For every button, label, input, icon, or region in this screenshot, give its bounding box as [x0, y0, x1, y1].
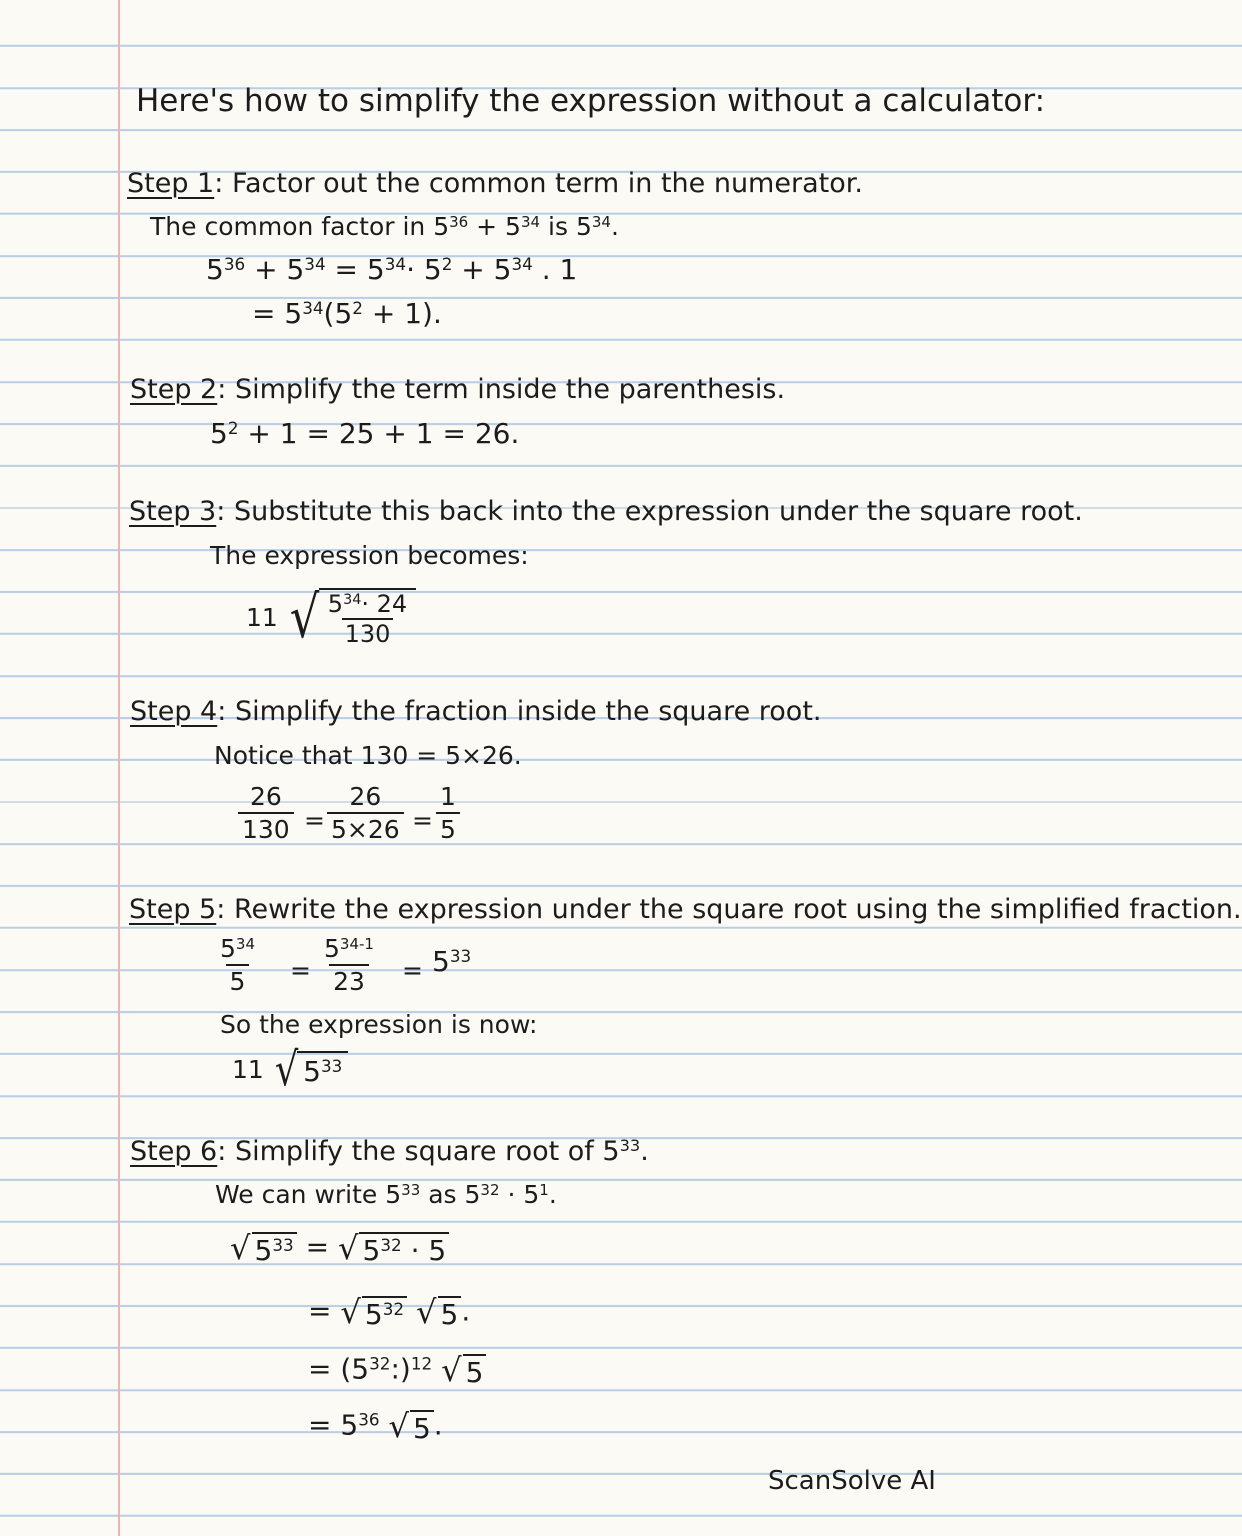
step-3-radical-expression: [246, 583, 416, 651]
step-1-line-a-post: is: [548, 212, 568, 241]
step-3-coefficient: 11: [246, 602, 278, 632]
fraction-denominator: 5: [226, 964, 250, 994]
fraction-denominator: 5: [436, 812, 460, 842]
step-6-line-1-rhs: $5^{32} \cdot 5$: [359, 1232, 449, 1265]
step-6-title: Simplify the square root of: [234, 1136, 594, 1167]
step-3-label: Step 3: [129, 496, 217, 527]
intro-heading: Here's how to simplify the expression without a calculator:: [136, 83, 1046, 119]
step-6-line-2: = √ $5^{32}$ √ 5 .: [308, 1293, 471, 1331]
step-5-result: $5^{33}$: [432, 945, 472, 978]
step-5-coefficient: 11: [232, 1054, 264, 1084]
fraction-numerator: 1: [440, 782, 456, 811]
fraction-numerator: $5^{34}$: [220, 934, 255, 963]
step-1-title: Factor out the common term in the numerator.: [231, 168, 863, 199]
step-4-fraction-1: [238, 784, 294, 842]
step-6-line-3: = $(5^{32}:)^{12}$ √ 5: [308, 1354, 486, 1387]
step-3-radicand-fraction: [319, 588, 416, 646]
square-root-icon: √: [289, 583, 320, 651]
notebook-margin-line: [118, 0, 120, 1536]
step-6-line-a-pre: We can write: [215, 1180, 378, 1209]
square-root: √ $5^{33}$: [230, 1232, 297, 1265]
step-5-radical-expression: [232, 1042, 348, 1096]
fraction-numerator: 26: [349, 782, 382, 811]
step-5-radicand: $5^{33}$: [297, 1051, 348, 1088]
step-2-label: Step 2: [130, 374, 218, 405]
step-1-label: Step 1: [127, 168, 215, 199]
step-3-denominator: 130: [342, 618, 394, 646]
fraction-numerator: 26: [249, 782, 282, 811]
fraction-numerator: 5$^{34-1}$: [324, 934, 374, 963]
step-6-line-1: √ $5^{33}$ = √ $5^{32} \cdot 5$: [230, 1232, 449, 1265]
square-root-icon: √: [441, 1351, 462, 1389]
step-1-heading: Step 1: Factor out the common term in the numerator.: [127, 168, 863, 199]
step-3-numerator: $5^{34}\cdot 24$: [327, 590, 408, 618]
step-4-title: Simplify the fraction inside the square root.: [234, 696, 822, 727]
square-root-icon: √: [337, 1229, 359, 1267]
step-4-line-a: Notice that 130 = 5×26.: [214, 741, 522, 770]
equals-sign: =: [290, 956, 311, 985]
square-root-icon: √: [274, 1042, 299, 1096]
square-root: √ 5: [388, 1410, 433, 1443]
equals-sign: =: [304, 806, 325, 835]
square-root-icon: √: [340, 1293, 361, 1331]
step-3-title: Substitute this back into the expression under the square root.: [233, 496, 1083, 527]
square-root-icon: √: [230, 1229, 251, 1267]
step-2-title: Simplify the term inside the parenthesis.: [234, 374, 786, 405]
step-5-line-a: So the expression is now:: [220, 1010, 538, 1039]
equals-sign: =: [402, 956, 423, 985]
step-6-line-a: We can write $5^{33}$ as $5^{32} \cdot 5^1$.: [215, 1180, 557, 1209]
square-root-icon: √: [388, 1407, 409, 1445]
step-4-fraction-3: [436, 784, 460, 842]
step-5-fraction-2: [320, 936, 378, 994]
step-3-line-a: The expression becomes:: [210, 541, 529, 570]
step-2-heading: Step 2: Simplify the term inside the parenthesis.: [130, 374, 786, 405]
equals-sign: =: [412, 806, 433, 835]
step-2-line-a: $5^2 + 1 = 25 + 1 = 26$.: [210, 417, 520, 450]
step-1-line-b: $5^{36} + 5^{34} = 5^{34}\cdot 5^2 + 5^{34}$ . 1: [206, 253, 578, 286]
step-1-line-a-pre: The common factor in: [150, 212, 426, 241]
step-6-label: Step 6: [130, 1136, 218, 1167]
fraction-denominator: 23: [329, 964, 369, 994]
step-5-fraction-1: [216, 936, 259, 994]
square-root: √ 5: [441, 1354, 486, 1387]
step-6-heading: Step 6: Simplify the square root of $5^{33}$.: [130, 1136, 649, 1167]
square-root: √ $5^{32}$: [340, 1296, 407, 1329]
step-5-heading: Step 5: Rewrite the expression under the square root using the simplified fraction.: [129, 894, 1242, 925]
fraction-denominator: 5×26: [327, 812, 404, 842]
step-6-line-4: = $5^{36}$ √ 5 .: [308, 1407, 443, 1445]
step-3-heading: Step 3: Substitute this back into the expression under the square root.: [129, 496, 1083, 527]
step-6-line-a-mid: as: [428, 1180, 457, 1209]
fraction-denominator: 130: [238, 812, 294, 842]
step-4-heading: Step 4: Simplify the fraction inside the square root.: [130, 696, 822, 727]
square-root-icon: √: [415, 1293, 437, 1331]
step-1-line-a: The common factor in $5^{36} + 5^{34}$ is $5^{34}$.: [150, 212, 619, 241]
square-root: √ 5: [416, 1296, 461, 1329]
step-4-label: Step 4: [130, 696, 218, 727]
scansolve-watermark: ScanSolve AI: [768, 1466, 936, 1496]
step-4-fraction-2: [327, 784, 404, 842]
step-5-label: Step 5: [129, 894, 217, 925]
step-1-line-c: = $5^{34}(5^2 + 1)$.: [252, 297, 442, 330]
step-5-title: Rewrite the expression under the square root using the simplified fraction.: [233, 894, 1242, 925]
